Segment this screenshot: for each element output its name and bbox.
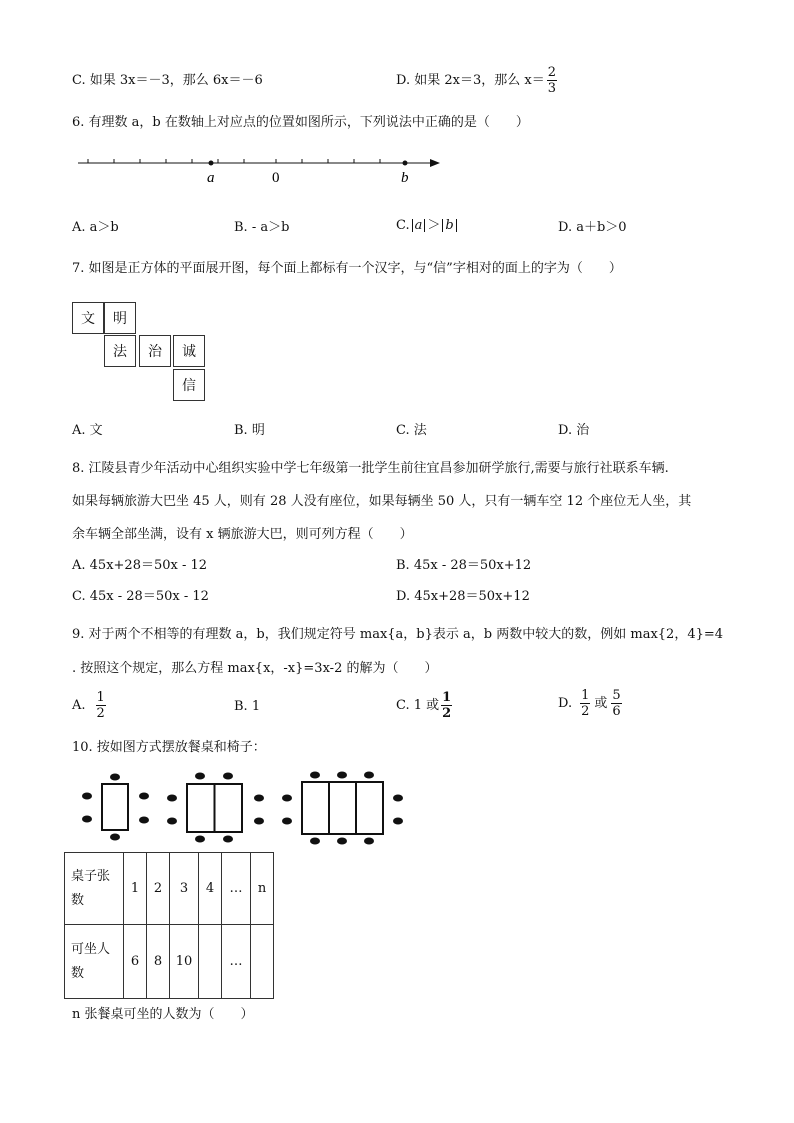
cube-face: 法 (104, 335, 136, 367)
table-cell: 8 (147, 925, 170, 999)
chair-dot (310, 772, 320, 779)
table-cell: 1 (124, 853, 147, 925)
fraction-denominator: 3 (547, 81, 556, 96)
table-cell: 3 (170, 853, 199, 925)
q5-option-d-fraction (547, 66, 557, 95)
q8-option-d[interactable]: D. 45x+28＝50x+12 (396, 589, 530, 604)
table-cell: 6 (124, 925, 147, 999)
chair-dot (82, 793, 92, 800)
q9-option-c-fraction (441, 691, 452, 720)
row-header-line1: 可坐人 (71, 941, 111, 957)
q5-option-d-text: D. 如果 2x＝3，那么 x＝ (396, 73, 545, 88)
q9-option-c[interactable] (396, 691, 454, 720)
chair-dot (310, 838, 320, 845)
q6-option-c[interactable] (396, 219, 457, 232)
number-line-arrow (430, 159, 440, 167)
chair-dot (195, 836, 205, 843)
fraction-numerator: 1 (96, 690, 105, 705)
chair-dot (139, 793, 149, 800)
q7-stem: 7. 如图是正方体的平面展开图，每个面上都标有一个汉字，与“信”字相对的面上的字为（ ） (72, 261, 622, 276)
q9-option-b[interactable]: B. 1 (234, 699, 261, 714)
cube-face: 信 (173, 369, 205, 401)
chair-dot (393, 795, 403, 802)
number-line-ticks (88, 159, 380, 163)
table-cell (251, 925, 274, 999)
table-row-tables (65, 853, 274, 925)
row-header-line2: 数 (71, 965, 85, 981)
q8-stem-line2: 如果每辆旅游大巴坐 45 人，则有 28 人没有座位，如果每辆坐 50 人，只有一辆车空 12 个座位无人坐，其 (72, 494, 692, 509)
chair-dot (167, 795, 177, 802)
q10-footer: n 张餐桌可坐的人数为（ ） (72, 1007, 254, 1022)
q9-option-d[interactable] (558, 689, 624, 718)
q7-option-a[interactable]: A. 文 (72, 423, 103, 438)
chair-dot (110, 834, 120, 841)
q9-option-d-or: 或 (594, 696, 608, 711)
chair-dot (337, 772, 347, 779)
table-cell: 4 (199, 853, 222, 925)
cube-face: 治 (139, 335, 171, 367)
chair-dot (254, 818, 264, 825)
q8-option-c[interactable]: C. 45x - 28＝50x - 12 (72, 589, 209, 604)
arrangement-1 (82, 774, 149, 841)
q9-option-d-fraction-1 (580, 689, 590, 718)
label-a: a (207, 170, 215, 186)
chair-dot (282, 795, 292, 802)
chair-dot (393, 818, 403, 825)
fraction-numerator: 1 (442, 690, 452, 705)
chair-dot (110, 774, 120, 781)
cube-face: 诚 (173, 335, 205, 367)
chair-dot (254, 795, 264, 802)
chair-dot (282, 818, 292, 825)
q7-option-b[interactable]: B. 明 (234, 423, 265, 438)
q8-option-a[interactable]: A. 45x+28＝50x - 12 (72, 558, 208, 573)
tables-chairs-figure (76, 770, 410, 846)
table-cell: 2 (147, 853, 170, 925)
chair-dot (223, 773, 233, 780)
q8-stem-line1: 8. 江陵县青少年活动中心组织实验中学七年级第一批学生前往宜昌参加研学旅行,需要与旅行社联系车辆. (72, 461, 669, 476)
table-rect (302, 782, 383, 834)
fraction-denominator: 2 (581, 704, 590, 719)
q9-option-a-label: A. (72, 698, 86, 713)
label-b: b (401, 170, 409, 186)
row-header-people (65, 925, 124, 999)
row-header-tables (65, 853, 124, 925)
greater-than-sign: ＞ (427, 218, 441, 233)
q9-option-c-text: C. 1 或 (396, 698, 440, 713)
q5-option-c[interactable]: C. 如果 3x＝－3，那么 6x＝－6 (72, 73, 263, 88)
q9-stem-line1: 9. 对于两个不相等的有理数 a，b，我们规定符号 max{a，b}表示 a，b 两数中较大的数，例如 max{2，4}=4 (72, 627, 724, 642)
chair-dot (167, 818, 177, 825)
label-zero: 0 (272, 170, 280, 186)
fraction-numerator: 5 (612, 688, 621, 703)
table-cell: … (222, 853, 251, 925)
chair-dot (364, 772, 374, 779)
q6-option-d[interactable]: D. a＋b＞0 (558, 220, 627, 235)
q8-stem-line3: 余车辆全部坐满，设有 x 辆旅游大巴，则可列方程（ ） (72, 527, 413, 542)
row-header-line2: 数 (71, 892, 85, 908)
point-a (209, 161, 214, 166)
point-b (403, 161, 408, 166)
fraction-denominator: 6 (612, 704, 621, 719)
q10-stem: 10. 按如图方式摆放餐桌和椅子： (72, 740, 266, 755)
table-rect (102, 784, 128, 830)
table-cell: 10 (170, 925, 199, 999)
chair-dot (337, 838, 347, 845)
fraction-denominator: 2 (442, 706, 452, 721)
q9-stem-line2: . 按照这个规定，那么方程 max{x，-x}=3x-2 的解为（ ） (72, 661, 438, 676)
q7-option-d[interactable]: D. 治 (558, 423, 590, 438)
fraction-denominator: 2 (96, 706, 105, 721)
q6-option-c-label: C. (396, 218, 410, 233)
q9-option-a-fraction (96, 691, 106, 720)
q6-option-a[interactable]: A. a＞b (72, 220, 119, 235)
fraction-numerator: 2 (547, 65, 556, 80)
chair-dot (139, 817, 149, 824)
table-cell: n (251, 853, 274, 925)
q7-option-c[interactable]: C. 法 (396, 423, 427, 438)
chair-dot (195, 773, 205, 780)
table-cell: … (222, 925, 251, 999)
q9-option-d-fraction-2 (611, 689, 621, 718)
q9-option-d-label: D. (558, 696, 573, 711)
q6-stem: 6. 有理数 a，b 在数轴上对应点的位置如图所示，下列说法中正确的是（ ） (72, 115, 529, 130)
fraction-numerator: 1 (581, 688, 590, 703)
abs-value-a: a (412, 219, 426, 232)
q9-option-a[interactable] (72, 691, 108, 720)
row-header-line1: 桌子张 (71, 868, 111, 884)
cube-face: 明 (104, 302, 136, 334)
q6-option-b[interactable]: B. - a＞b (234, 220, 290, 235)
q8-option-b[interactable]: B. 45x - 28＝50x+12 (396, 558, 532, 573)
chair-dot (223, 836, 233, 843)
abs-value-b: b (442, 219, 456, 232)
chair-dot (364, 838, 374, 845)
number-line-figure (74, 152, 446, 188)
q10-data-table (64, 852, 274, 999)
arrangement-2 (167, 773, 264, 843)
arrangement-3 (282, 772, 403, 845)
chair-dot (82, 816, 92, 823)
cube-face: 文 (72, 302, 104, 334)
table-row-people (65, 925, 274, 999)
q5-option-d[interactable] (396, 66, 559, 95)
table-cell (199, 925, 222, 999)
